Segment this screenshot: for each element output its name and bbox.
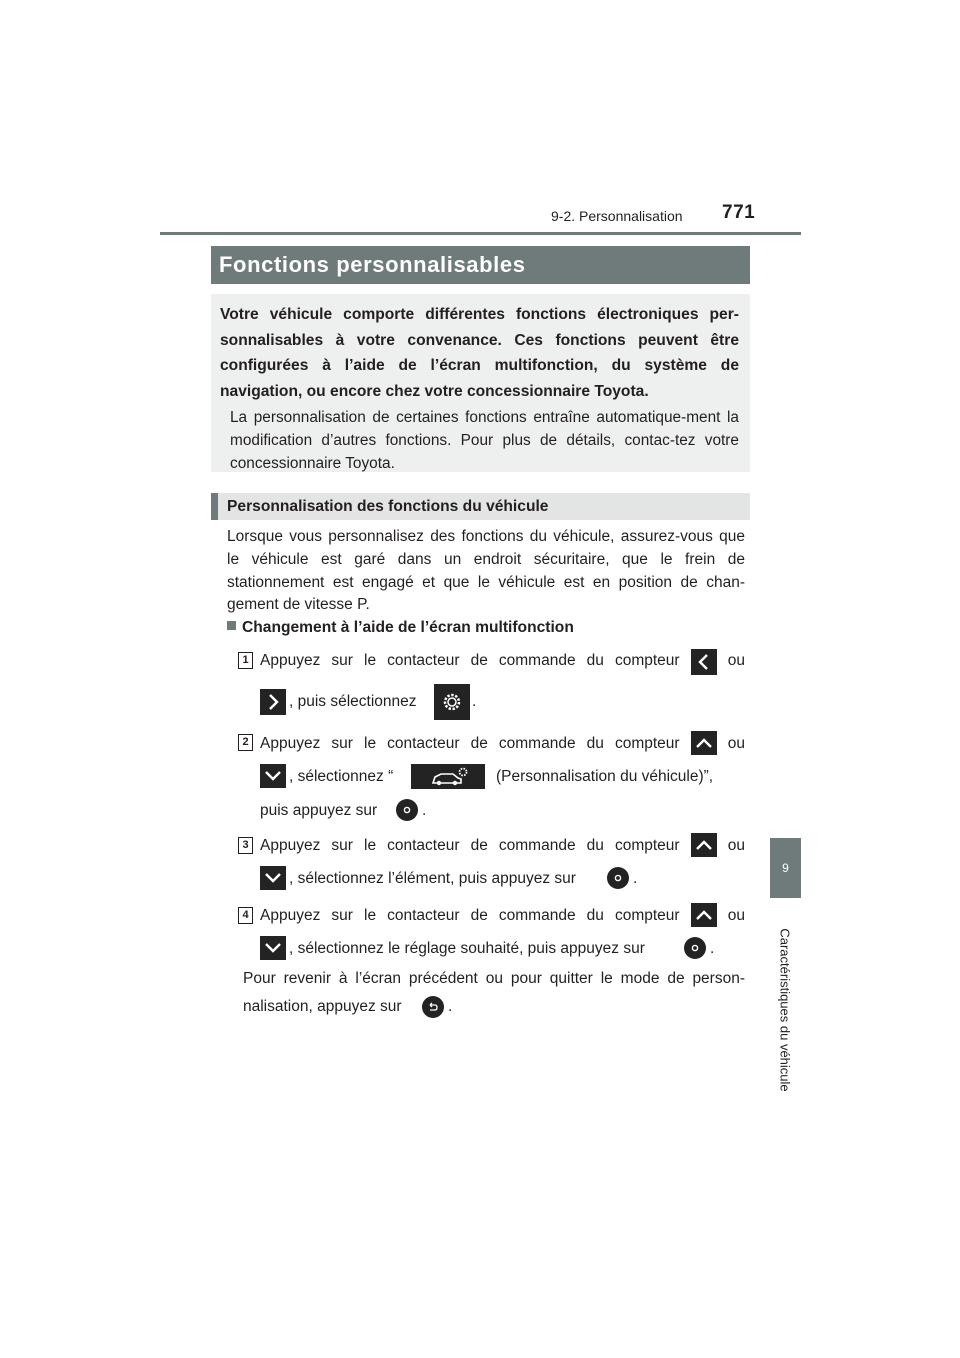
- gear-icon: [434, 684, 470, 720]
- ok-button-icon: [396, 799, 418, 821]
- ok-button-icon: [607, 867, 629, 889]
- step-1-line-1: [260, 650, 745, 672]
- intro-note: La personnalisation de certaines fonctions entraîne automatique-ment la modification d’autres fonctions. Pour plus de détails, contac-tez votre concessionnaire Toyota.: [230, 409, 739, 472]
- step-2-or: ou: [727, 735, 745, 752]
- chevron-up-icon: [691, 731, 717, 755]
- step-2-text: Appuyez sur le contacteur de commande du compteur: [260, 735, 680, 752]
- step-3-text: Appuyez sur le contacteur de commande du compteur: [260, 837, 680, 854]
- step-number-2: 2: [238, 734, 253, 751]
- step-3-or: ou: [727, 837, 745, 854]
- page-number: 771: [722, 202, 756, 223]
- chapter-title: Caractéristiques du véhicule: [777, 928, 793, 1092]
- chevron-left-icon: [691, 649, 717, 675]
- step-number-4: 4: [238, 907, 253, 924]
- procedure-heading-text: Changement à l’aide de l’écran multifonction: [242, 619, 574, 636]
- header-rule: [160, 232, 801, 235]
- chevron-down-icon: [260, 866, 286, 890]
- section-title: Fonctions personnalisables: [211, 246, 750, 284]
- step-4-line-1: [260, 905, 745, 927]
- chevron-down-icon: [260, 936, 286, 960]
- step-2-line-2a: , sélectionnez “: [289, 768, 394, 785]
- intro-box: [211, 294, 750, 472]
- step-1-text: Appuyez sur le contacteur de commande du compteur: [260, 652, 680, 669]
- return-line-1: Pour revenir à l’écran précédent ou pour quitter le mode de person-: [243, 970, 745, 987]
- running-header-section: 9-2. Personnalisation: [551, 208, 683, 224]
- chevron-right-icon: [260, 689, 286, 715]
- chevron-down-icon: [260, 764, 286, 788]
- chapter-tab: 9: [770, 838, 801, 898]
- procedure-heading: [227, 617, 574, 639]
- step-1-line-2: , puis sélectionnez: [289, 693, 417, 710]
- safety-paragraph: Lorsque vous personnalisez des fonctions du véhicule, assurez-vous que le véhicule est garé dans un endroit sécuritaire, que le frein de stationnement est engagé et que le véhicule est en position de chan-gement de vitesse P.: [227, 528, 745, 614]
- step-4-text: Appuyez sur le contacteur de commande du compteur: [260, 907, 680, 924]
- step-3-line-1: [260, 835, 745, 857]
- step-3-line-2: , sélectionnez l’élément, puis appuyez sur: [289, 870, 576, 887]
- step-2-line-1: [260, 733, 745, 755]
- chapter-label: [773, 904, 797, 1116]
- car-settings-icon: [411, 764, 485, 789]
- step-3-end: .: [633, 870, 638, 887]
- back-button-icon: [422, 996, 444, 1018]
- return-end: .: [448, 998, 453, 1015]
- return-line-2: nalisation, appuyez sur: [243, 998, 402, 1015]
- chevron-up-icon: [691, 903, 717, 927]
- ok-button-icon: [684, 937, 706, 959]
- intro-text: Votre véhicule comporte différentes fonctions électroniques per-sonnalisables à votre convenance. Ces fonctions peuvent être configurées à l’aide de l’écran multifonction, du système de navigation, ou encore chez votre concessionnaire Toyota.: [220, 306, 739, 400]
- step-1-or: ou: [727, 652, 745, 669]
- step-4-end: .: [710, 940, 715, 957]
- subsection-title: Personnalisation des fonctions du véhicule: [211, 493, 750, 520]
- chevron-up-icon: [691, 833, 717, 857]
- step-2-line-3: puis appuyez sur: [260, 802, 378, 819]
- step-2-end: .: [422, 802, 427, 819]
- step-4-line-2: , sélectionnez le réglage souhaité, puis appuyez sur: [289, 940, 645, 957]
- step-1-end: .: [472, 693, 477, 710]
- square-bullet-icon: [227, 621, 236, 630]
- step-4-or: ou: [727, 907, 745, 924]
- step-number-3: 3: [238, 837, 253, 854]
- step-number-1: 1: [238, 652, 253, 669]
- step-2-line-2b: (Personnalisation du véhicule)”,: [496, 768, 714, 785]
